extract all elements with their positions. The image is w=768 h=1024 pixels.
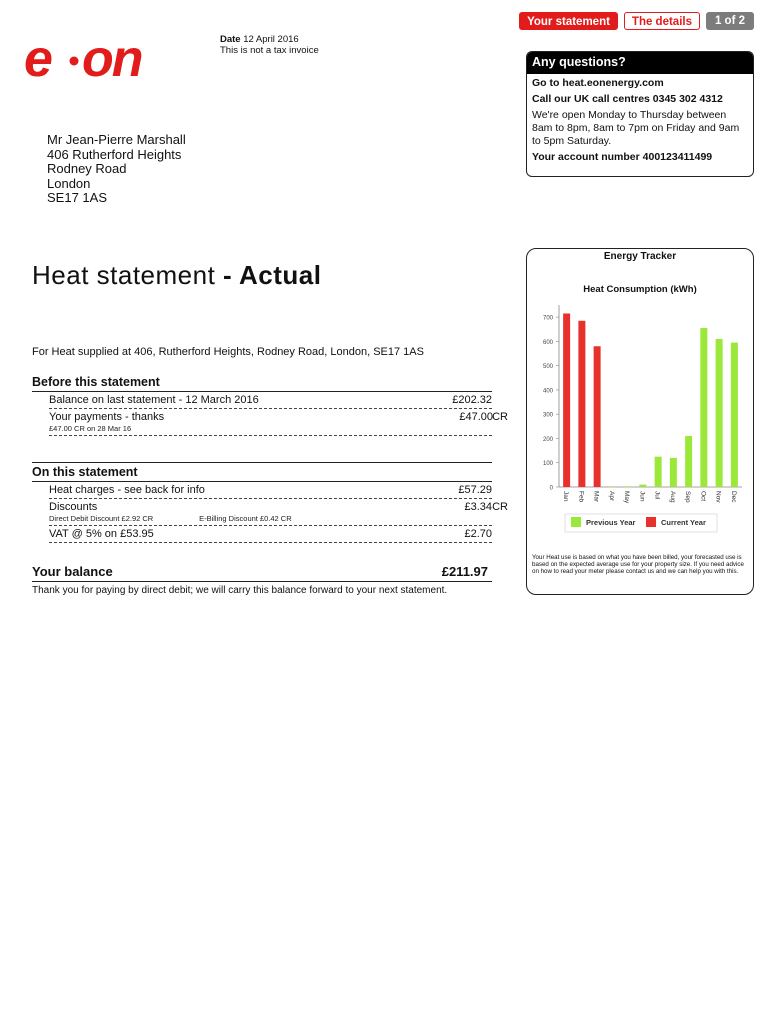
bar-previous-year xyxy=(639,485,646,487)
x-tick-label: Dec xyxy=(729,491,737,503)
tracker-title: Energy Tracker xyxy=(603,251,677,262)
x-tick-label: Jun xyxy=(638,491,646,502)
row-amount: £57.29 xyxy=(458,484,492,496)
address-line: SE17 1AS xyxy=(47,190,107,206)
row-label: Heat charges - see back for info xyxy=(49,484,205,496)
balance-divider xyxy=(32,581,492,582)
x-tick-label: Jul xyxy=(653,491,661,500)
legend-label: Current Year xyxy=(661,518,706,527)
statement-row xyxy=(49,499,508,526)
statement-row xyxy=(49,409,508,436)
tax-note: This is not a tax invoice xyxy=(220,45,319,56)
row-label: Discounts xyxy=(49,501,98,513)
eon-logo xyxy=(24,34,176,84)
tab-your-statement[interactable]: Your statement xyxy=(519,12,618,30)
before-statement-section xyxy=(32,375,508,436)
y-tick-label: 200 xyxy=(542,436,553,443)
bar-previous-year xyxy=(655,457,662,487)
credit-marker: CR xyxy=(492,411,508,423)
energy-tracker xyxy=(526,248,754,595)
balance-amount: £211.97 xyxy=(441,564,488,579)
chart-title: Heat Consumption (kWh) xyxy=(583,284,697,295)
x-tick-label: Jan xyxy=(562,491,570,502)
title-actual: - Actual xyxy=(223,260,322,290)
ebilling-discount-note: E-Billing Discount £0.42 CR xyxy=(199,514,292,523)
questions-phone: Call our UK call centres 0345 302 4312 xyxy=(532,93,723,105)
x-tick-label: Feb xyxy=(577,491,585,503)
dd-discount-note: Direct Debit Discount £2.92 CR xyxy=(49,514,154,523)
y-tick-label: 400 xyxy=(542,388,553,395)
supply-address: For Heat supplied at 406, Rutherford Heights, Rodney Road, London, SE17 1AS xyxy=(32,346,424,358)
questions-title: Any questions? xyxy=(527,52,753,74)
legend-label: Previous Year xyxy=(586,518,636,527)
y-tick-label: 0 xyxy=(549,485,553,492)
account-number: Your account number 400123411499 xyxy=(532,151,713,163)
x-tick-label: Oct xyxy=(699,491,707,502)
x-tick-label: Mar xyxy=(592,491,600,503)
bar-previous-year xyxy=(685,436,692,487)
section-heading: Before this statement xyxy=(32,375,492,392)
tracker-note: Your Heat use is based on what you have been billed, your forecasted use is based on the expected average use for your property size. If you need advice on how to read your meter please contact us and we can help you with this. xyxy=(532,554,744,576)
bar-previous-year xyxy=(624,487,631,488)
row-amount: £3.34 xyxy=(464,501,492,513)
credit-marker: CR xyxy=(492,501,508,513)
heat-consumption-chart xyxy=(527,299,753,549)
questions-web: Go to heat.eonenergy.com xyxy=(532,77,664,89)
row-amount: £47.00 xyxy=(459,411,493,423)
svg-text:e: e xyxy=(24,34,51,84)
tab-the-details[interactable]: The details xyxy=(624,12,700,30)
x-tick-label: Sep xyxy=(684,491,692,503)
title-main: Heat statement xyxy=(32,260,216,290)
bar-previous-year xyxy=(609,487,616,488)
bar-previous-year xyxy=(716,339,723,487)
row-amount: £2.70 xyxy=(464,528,492,540)
row-label: Balance on last statement - 12 March 2016 xyxy=(49,394,259,406)
on-statement-section xyxy=(32,462,508,543)
bar-previous-year xyxy=(670,458,677,487)
date-value: 12 April 2016 xyxy=(243,34,299,45)
statement-row xyxy=(49,526,492,543)
row-subnote: £47.00 CR on 28 Mar 16 xyxy=(49,424,132,433)
row-amount: £202.32 xyxy=(452,394,492,406)
bar-current-year xyxy=(578,321,585,487)
y-tick-label: 700 xyxy=(542,315,553,322)
svg-text:on: on xyxy=(82,34,142,84)
questions-box xyxy=(526,51,754,177)
row-subnote xyxy=(49,514,492,523)
row-label: VAT @ 5% on £53.95 xyxy=(49,528,154,540)
customer-address xyxy=(47,133,186,206)
bar-current-year xyxy=(594,346,601,487)
address-line: 406 Rutherford Heights xyxy=(47,146,182,162)
y-tick-label: 500 xyxy=(542,364,553,371)
legend-swatch xyxy=(571,517,581,527)
x-tick-label: May xyxy=(623,491,631,504)
balance-label: Your balance xyxy=(32,564,113,579)
statement-row xyxy=(49,392,492,409)
thanks-note: Thank you for paying by direct debit; we will carry this balance forward to your next statement. xyxy=(32,585,448,596)
page-title xyxy=(32,260,321,291)
y-tick-label: 300 xyxy=(542,412,553,419)
x-tick-label: Nov xyxy=(714,491,722,503)
page-tabs xyxy=(519,12,754,30)
bar-previous-year xyxy=(700,328,707,487)
legend-swatch xyxy=(646,517,656,527)
address-line: Rodney Road xyxy=(47,161,127,177)
row-label: Your payments - thanks xyxy=(49,411,165,423)
address-line: London xyxy=(47,175,91,191)
questions-hours: We're open Monday to Thursday between 8am to 8pm, 8am to 7pm on Friday and 9am to 5pm Saturday. xyxy=(532,109,740,147)
section-heading: On this statement xyxy=(32,462,492,482)
x-tick-label: Apr xyxy=(607,491,615,502)
balance-row xyxy=(32,564,488,579)
date-label: Date xyxy=(220,34,241,45)
bar-previous-year xyxy=(731,343,738,487)
page-indicator: 1 of 2 xyxy=(706,12,754,30)
bar-current-year xyxy=(563,313,570,487)
y-tick-label: 600 xyxy=(542,339,553,346)
x-tick-label: Aug xyxy=(668,491,676,503)
address-line: Mr Jean-Pierre Marshall xyxy=(47,132,186,147)
date-block xyxy=(220,34,319,56)
y-tick-label: 100 xyxy=(542,461,553,468)
statement-row xyxy=(49,482,492,499)
